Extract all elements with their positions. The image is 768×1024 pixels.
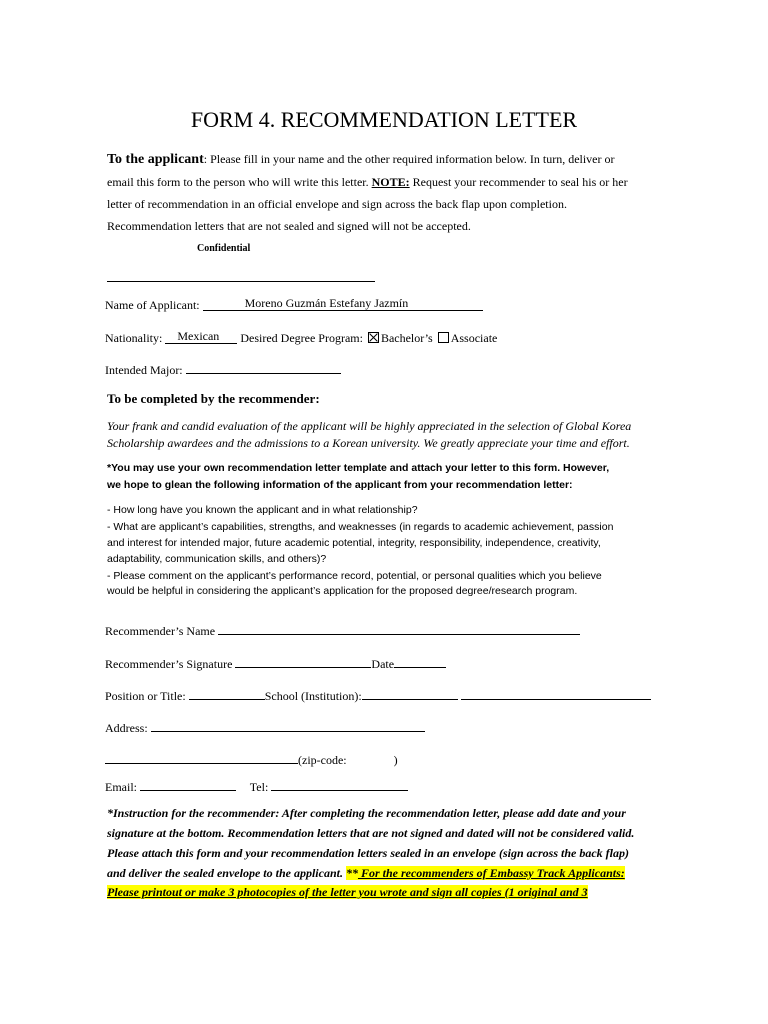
confidential-label: Confidential xyxy=(197,243,251,254)
position-label: Position or Title: xyxy=(105,689,186,703)
tel-field[interactable] xyxy=(271,778,408,791)
intro-line-1 xyxy=(107,152,615,168)
nationality-label: Nationality: xyxy=(105,331,163,345)
address-field-2[interactable] xyxy=(105,751,298,764)
name-label: Name of Applicant: xyxy=(105,298,200,312)
zip-close: ) xyxy=(393,753,398,767)
zip-row xyxy=(105,751,398,768)
intro-line-3: letter of recommendation in an official envelope and sign across the back flap upon completion. xyxy=(107,197,567,211)
signature-line xyxy=(107,281,375,282)
highlight-stars: ** xyxy=(345,866,358,880)
question-1: - How long have you known the applicant and in what relationship? xyxy=(107,504,418,516)
intro-line-4: Recommendation letters that are not sealed and signed will not be accepted. xyxy=(107,219,471,233)
embassy-track-highlight: For the recommenders of Embassy Track Applicants: xyxy=(357,866,625,880)
position-row xyxy=(105,687,651,704)
name-field[interactable] xyxy=(203,298,483,311)
italic-line-2: Scholarship awardees and the admissions to a Korean university. We greatly appreciate your time and effort. xyxy=(107,436,630,450)
bold-line-1: *You may use your own recommendation letter template and attach your letter to this form. However, xyxy=(107,462,610,474)
school-label: School (Institution): xyxy=(264,689,362,703)
intro-text-2a: email this form to the person who will write this letter. xyxy=(107,175,372,189)
nationality-field[interactable] xyxy=(165,331,237,344)
rec-signature-field[interactable] xyxy=(235,655,371,668)
school-field[interactable] xyxy=(362,687,458,700)
to-applicant-label: To the applicant xyxy=(107,152,204,167)
bold-line-2: we hope to glean the following information of the applicant from your recommendation letter: xyxy=(107,479,573,491)
instruction-line-1: *Instruction for the recommender: After completing the recommendation letter, please add date and your xyxy=(107,806,626,820)
nationality-value: Mexican xyxy=(177,329,220,343)
question-2b: and interest for intended major, future academic potential, integrity, responsibility, independence, creativity, xyxy=(107,537,601,549)
associate-label: Associate xyxy=(450,331,498,345)
rec-name-label: Recommender’s Name xyxy=(105,624,216,638)
email-label: Email: xyxy=(105,780,137,794)
tel-label: Tel: xyxy=(249,780,269,794)
rec-signature-label: Recommender’s Signature xyxy=(105,657,233,671)
intro-line-2 xyxy=(107,175,628,190)
rec-name-field[interactable] xyxy=(218,622,580,635)
question-2c: adaptability, communication skills, and others)? xyxy=(107,553,327,565)
rec-name-row xyxy=(105,622,580,639)
instruction-line-2: signature at the bottom. Recommendation letters that are not signed and dated will not be considered valid. xyxy=(107,826,635,840)
form-title: FORM 4. RECOMMENDATION LETTER xyxy=(190,107,578,132)
instruction-line-3: Please attach this form and your recommendation letters sealed in an envelope (sign across the back flap) xyxy=(107,846,629,860)
recommender-heading: To be completed by the recommender: xyxy=(107,391,320,406)
applicant-name-row xyxy=(105,296,483,313)
intro-text-2b: Request your recommender to seal his or her xyxy=(409,175,628,189)
question-3a: - Please comment on the applicant’s performance record, potential, or personal qualities which you believe xyxy=(107,570,602,582)
zip-label: (zip-code: xyxy=(298,753,347,767)
address-label: Address: xyxy=(105,721,148,735)
major-label: Intended Major: xyxy=(105,363,183,377)
rec-signature-row xyxy=(105,655,446,672)
instruction-text-4a: and deliver the sealed envelope to the applicant. xyxy=(107,866,346,880)
associate-checkbox[interactable] xyxy=(438,332,449,343)
date-label: Date xyxy=(371,657,395,671)
nationality-row xyxy=(105,329,497,346)
school-field-extra[interactable] xyxy=(461,687,651,700)
photocopy-highlight: Please printout or make 3 photocopies of the letter you wrote and sign all copies (1 original and 3 xyxy=(107,885,588,899)
degree-label: Desired Degree Program: xyxy=(240,331,363,345)
email-field[interactable] xyxy=(140,778,236,791)
major-row xyxy=(105,361,341,378)
address-field[interactable] xyxy=(151,719,425,732)
major-field[interactable] xyxy=(186,361,341,374)
instruction-line-5 xyxy=(107,885,588,900)
intro-text-1: : Please fill in your name and the other required information below. In turn, deliver or xyxy=(203,152,615,166)
question-2a: - What are applicant’s capabilities, strengths, and weaknesses (in regards to academic achievement, passion xyxy=(107,521,614,533)
address-row xyxy=(105,719,425,736)
italic-line-1: Your frank and candid evaluation of the applicant will be highly appreciated in the selection of Global Korea xyxy=(107,419,632,433)
bachelor-label: Bachelor’s xyxy=(380,331,433,345)
contact-row xyxy=(105,778,408,795)
date-field[interactable] xyxy=(394,655,446,668)
bachelor-checkbox[interactable] xyxy=(368,332,379,343)
position-field[interactable] xyxy=(189,687,265,700)
name-value: Moreno Guzmán Estefany Jazmín xyxy=(244,296,409,310)
instruction-line-4 xyxy=(107,866,625,881)
question-3b: would be helpful in considering the applicant’s application for the proposed degree/research program. xyxy=(107,585,578,597)
note-label: NOTE: xyxy=(371,175,410,189)
